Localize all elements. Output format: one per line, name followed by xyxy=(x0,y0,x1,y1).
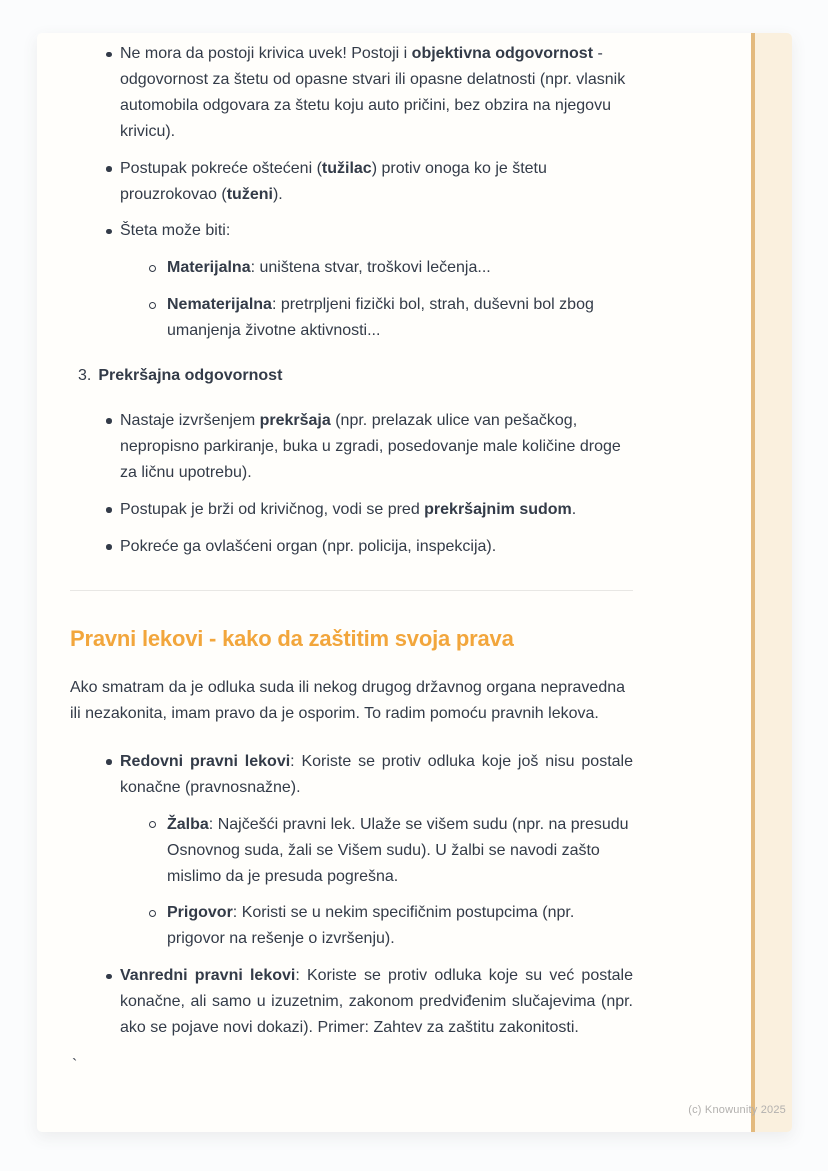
list-item xyxy=(70,156,633,208)
list-item xyxy=(70,218,633,344)
list-item xyxy=(70,534,633,560)
list-item xyxy=(120,900,633,952)
list-item-text: Žalba: Najčešći pravni lek. Ulaže se višem sudu (npr. na presudu Osnovnog suda, žali se Višem sudu). U žalbi se navodi zašto mislimo da je presuda pogrešna. xyxy=(167,815,629,885)
sub-list xyxy=(120,812,633,953)
document-page xyxy=(37,33,792,1132)
list-item xyxy=(70,497,633,523)
list-item xyxy=(70,41,633,145)
page-content xyxy=(70,41,633,1079)
list-item-text: Vanredni pravni lekovi: Koriste se protiv odluka koje su već postale konačne, ali samo u izuzetnim, zakonom predviđenim slučajevima (npr. ako se pojave novi dokazi). Primer: Zahtev za zaštitu zakonitosti. xyxy=(120,967,634,1037)
list-item-text: Šteta može biti: xyxy=(120,222,231,240)
list-item xyxy=(120,812,633,890)
list-item-text: Prigovor: Koristi se u nekim specifičnim postupcima (npr. prigovor na rešenje o izvršenju). xyxy=(167,904,575,948)
list-item-text: Postupak pokreće oštećeni (tužilac) protiv onoga ko je štetu prouzrokovao (tuženi). xyxy=(120,159,547,203)
bullet-list-misdemeanor xyxy=(70,408,633,560)
list-item-text: Ne mora da postoji krivica uvek! Postoji i objektivna odgovornost - odgovornost za štetu od opasne stvari ili opasne delatnosti (npr. vlasnik automobila odgovara za štetu koju auto pričini, bez obzira na njegovu krivicu). xyxy=(120,45,626,140)
list-item xyxy=(70,963,633,1041)
list-number: 3. xyxy=(78,367,92,385)
numbered-heading xyxy=(78,363,633,389)
list-item-text: Nastaje izvršenjem prekršaja (npr. prelazak ulice van pešačkog, nepropisno parkiranje, buka u zgradi, posedovanje male količine droge za ličnu upotrebu). xyxy=(120,411,621,481)
bullet-list-liability xyxy=(70,41,633,344)
list-item xyxy=(120,292,633,344)
list-item-text: Postupak je brži od krivičnog, vodi se pred prekršajnim sudom. xyxy=(120,500,577,518)
section-heading: Pravni lekovi - kako da zaštitim svoja prava xyxy=(70,625,514,651)
intro-paragraph: Ako smatram da je odluka suda ili nekog drugog državnog organa nepravedna ili nezakonita, imam pravo da je osporim. To radim pomoću pravnih lekova. xyxy=(70,679,626,723)
list-item-text: Redovni pravni lekovi: Koriste se protiv odluka koje još nisu postale konačne (pravnosnažne). xyxy=(120,752,633,796)
decorative-right-stripe xyxy=(751,33,792,1132)
stray-backtick: ` xyxy=(72,1057,78,1074)
copyright-footer: (c) Knowunity 2025 xyxy=(688,1104,786,1116)
list-item-text: Nematerijalna: pretrpljeni fizički bol, strah, duševni bol zbog umanjenja životne aktivnosti... xyxy=(167,296,594,340)
list-item xyxy=(70,408,633,486)
list-item xyxy=(120,255,633,281)
bullet-list-remedies xyxy=(70,749,633,1041)
list-item xyxy=(70,749,633,952)
numbered-heading-text: Prekršajna odgovornost xyxy=(98,367,283,385)
list-item-text: Pokreće ga ovlašćeni organ (npr. policija, inspekcija). xyxy=(120,537,497,555)
section-divider xyxy=(70,590,633,591)
sub-list xyxy=(120,255,633,344)
list-item-text: Materijalna: uništena stvar, troškovi lečenja... xyxy=(167,259,491,277)
